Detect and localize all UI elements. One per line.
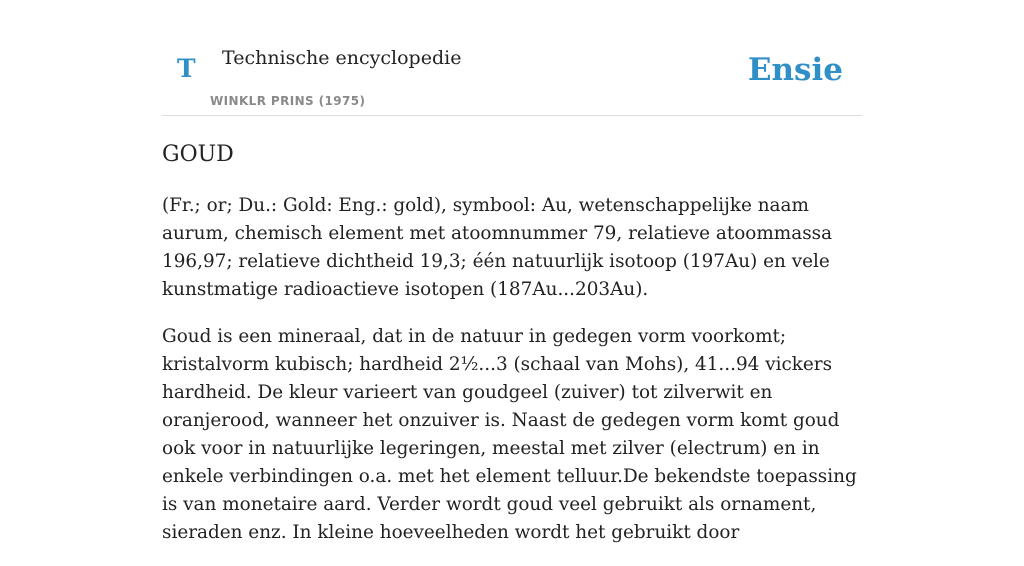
encyclopedia-logo-icon[interactable]: T — [177, 54, 196, 83]
site-header — [162, 0, 862, 116]
encyclopedia-title-link[interactable]: Technische encyclopedie — [222, 47, 462, 69]
entry-title: GOUD — [162, 142, 234, 167]
ensie-logo-link[interactable]: Ensie — [747, 52, 843, 88]
source-label: WINKLR PRINS (1975) — [210, 94, 366, 108]
article-body — [162, 192, 874, 566]
article-paragraph: Goud is een mineraal, dat in de natuur in gedegen vorm voorkomt; kristalvorm kubisch; hardheid 2½...3 (schaal van Mohs), 41...94 vickers hardheid. De kleur varieert van goudgeel (zuiver) tot zilverwit en oranjerood, wanneer het onzuiver is. Naast de gedegen vorm komt goud ook voor in natuurlijke legeringen, meestal met zilver (electrum) en in enkele verbindingen o.a. met het element telluur.De bekendste toepassing is van monetaire aard. Verder wordt goud veel gebruikt als ornament, sieraden enz. In kleine hoeveelheden wordt het gebruikt door — [162, 326, 857, 543]
page-container — [162, 0, 862, 543]
article-paragraph: (Fr.; or; Du.: Gold: Eng.: gold), symbool: Au, wetenschappelijke naam aurum, chemisch element met atoomnummer 79, relatieve atoommassa 196,97; relatieve dichtheid 19,3; één natuurlijk isotoop (197Au) en vele kunstmatige radioactieve isotopen (187Au...203Au). — [162, 195, 833, 300]
